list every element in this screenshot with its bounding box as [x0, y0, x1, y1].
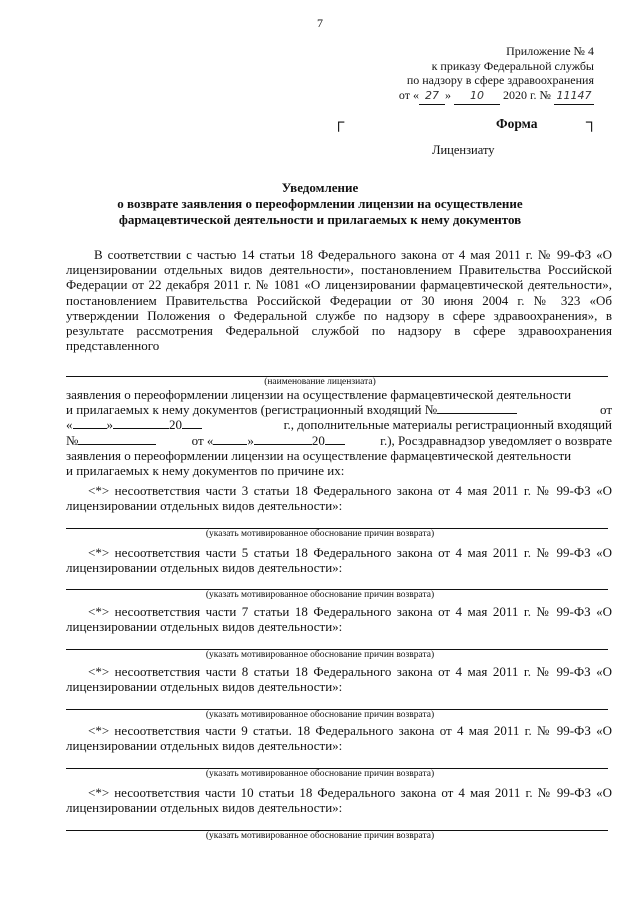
page-number: 7 — [317, 16, 323, 30]
reg-number-blank — [437, 402, 517, 414]
reason-2 — [66, 545, 612, 575]
additional-close-quote: » — [247, 432, 254, 448]
number-sign: № — [66, 432, 79, 448]
main-line-4-left — [66, 433, 156, 448]
main-line-3-left — [66, 417, 202, 432]
main-section — [66, 387, 612, 478]
appendix-line-2: к приказу Федеральной службы — [431, 58, 594, 73]
reason-5 — [66, 723, 612, 753]
from-open-quote: от « — [191, 432, 214, 448]
additional-day-blank — [213, 433, 247, 445]
additional-year-blank — [325, 433, 345, 445]
additional-century-label: 20 — [311, 432, 325, 448]
date-prefix: от « — [398, 88, 419, 102]
open-quote: « — [66, 417, 73, 433]
reason-1 — [66, 483, 612, 513]
licensee-label: Лицензиату — [432, 143, 495, 157]
century-label: 20 — [169, 417, 182, 433]
title-line-1: Уведомление — [281, 180, 359, 195]
year-blank — [182, 417, 202, 429]
reason-text-2: <*> несоответствия части 5 статьи 18 Федерального закона от 4 мая 2011 г. № 99-ФЗ «О лицензировании отдельных видов деятельности»: — [66, 545, 612, 576]
additional-month-blank — [254, 433, 312, 445]
date-day-signature: 27 — [419, 89, 445, 105]
reason-text-6: <*> несоответствия части 10 статьи 18 Федерального закона от 4 мая 2011 г. № 99-ФЗ «О лицензировании отдельных видов деятельности»: — [66, 785, 612, 816]
month-blank — [113, 417, 169, 429]
main-line-4 — [66, 433, 612, 448]
title-line-3: фармацевтической деятельности и прилагаемых к нему документов — [118, 212, 522, 227]
reason-caption-3: (указать мотивированное обоснование причин возврата) — [205, 650, 435, 660]
main-line-3 — [66, 417, 612, 432]
main-text-1: заявления о переоформлении лицензии на осуществление фармацевтической деятельности — [66, 387, 572, 402]
title-line-2: о возврате заявления о переоформлении лицензии на осуществление — [117, 196, 523, 211]
reason-caption-6: (указать мотивированное обоснование причин возврата) — [205, 831, 435, 841]
date-month-signature: 10 — [454, 89, 500, 105]
appendix-line-3: по надзору в сфере здравоохранения — [406, 73, 594, 87]
appendix-date-line — [399, 88, 594, 105]
main-line-4-mid — [192, 433, 345, 448]
additional-materials-text: г., дополнительные материалы регистрационный входящий — [283, 417, 612, 433]
reason-text-5: <*> несоответствия части 9 статьи. 18 Федерального закона от 4 мая 2011 г. № 99-ФЗ «О лицензировании отдельных видов деятельности»: — [66, 723, 612, 754]
main-text-5: заявления о переоформлении лицензии на осуществление фармацевтической деятельности — [66, 447, 572, 463]
additional-number-blank — [78, 433, 156, 445]
right-corner-bracket: ┐ — [586, 112, 598, 131]
reason-caption-2: (указать мотивированное обоснование причин возврата) — [205, 590, 435, 600]
date-year: 2020 г. № — [502, 88, 551, 102]
left-corner-bracket: ┌ — [333, 112, 345, 131]
reason-text-4: <*> несоответствия части 8 статьи 18 Федерального закона от 4 мая 2011 г. № 99-ФЗ «О лицензировании отдельных видов деятельности»: — [66, 664, 612, 695]
day-blank — [73, 417, 107, 429]
reg-number-label: и прилагаемых к нему документов (регистрационный входящий № — [66, 402, 438, 418]
date-mid: » — [444, 88, 451, 102]
licensee-name-caption: (наименование лицензиата) — [264, 377, 376, 387]
intro-section — [66, 247, 612, 353]
order-number-signature: 11147 — [554, 89, 594, 105]
reason-caption-5: (указать мотивированное обоснование причин возврата) — [205, 769, 435, 779]
main-line-1 — [66, 387, 612, 402]
reason-3 — [66, 604, 612, 634]
reason-text-3: <*> несоответствия части 7 статьи 18 Федерального закона от 4 мая 2011 г. № 99-ФЗ «О лицензировании отдельных видов деятельности»: — [66, 604, 612, 635]
notification-text: г.), Росздравнадзор уведомляет о возврате — [380, 432, 612, 448]
form-label: Форма — [496, 116, 538, 131]
main-line-6: и прилагаемых к нему документов по причине их: — [66, 463, 345, 479]
reason-caption-4: (указать мотивированное обоснование причин возврата) — [205, 710, 435, 720]
reason-4 — [66, 664, 612, 694]
intro-paragraph: В соответствии с частью 14 статьи 18 Федерального закона от 4 мая 2011 г. № 99-ФЗ «О лицензировании отдельных видов деятельности», постановлением Правительства Российской Федерации от 22 декабря 2011 г. № 1081 «О лицензировании фармацевтической деятельности», постановлением Правительства Российской Федерации от 30 июня 2004 г. № 323 «Об утверждении Положения о Федеральной службе по надзору в сфере здравоохранения», в результате рассмотрения Федеральной службой по надзору в сфере здравоохранения представленного — [66, 247, 612, 354]
from-label: от — [599, 402, 612, 418]
appendix-line-1: Приложение № 4 — [506, 44, 594, 58]
main-line-2 — [66, 402, 612, 417]
reason-text-1: <*> несоответствия части 3 статьи 18 Федерального закона от 4 мая 2011 г. № 99-ФЗ «О лицензировании отдельных видов деятельности»: — [66, 483, 612, 514]
main-line-5 — [66, 448, 612, 463]
close-quote: » — [106, 417, 113, 433]
reason-6 — [66, 785, 612, 815]
reason-caption-1: (указать мотивированное обоснование причин возврата) — [205, 529, 435, 539]
main-line-2-left — [66, 402, 517, 417]
